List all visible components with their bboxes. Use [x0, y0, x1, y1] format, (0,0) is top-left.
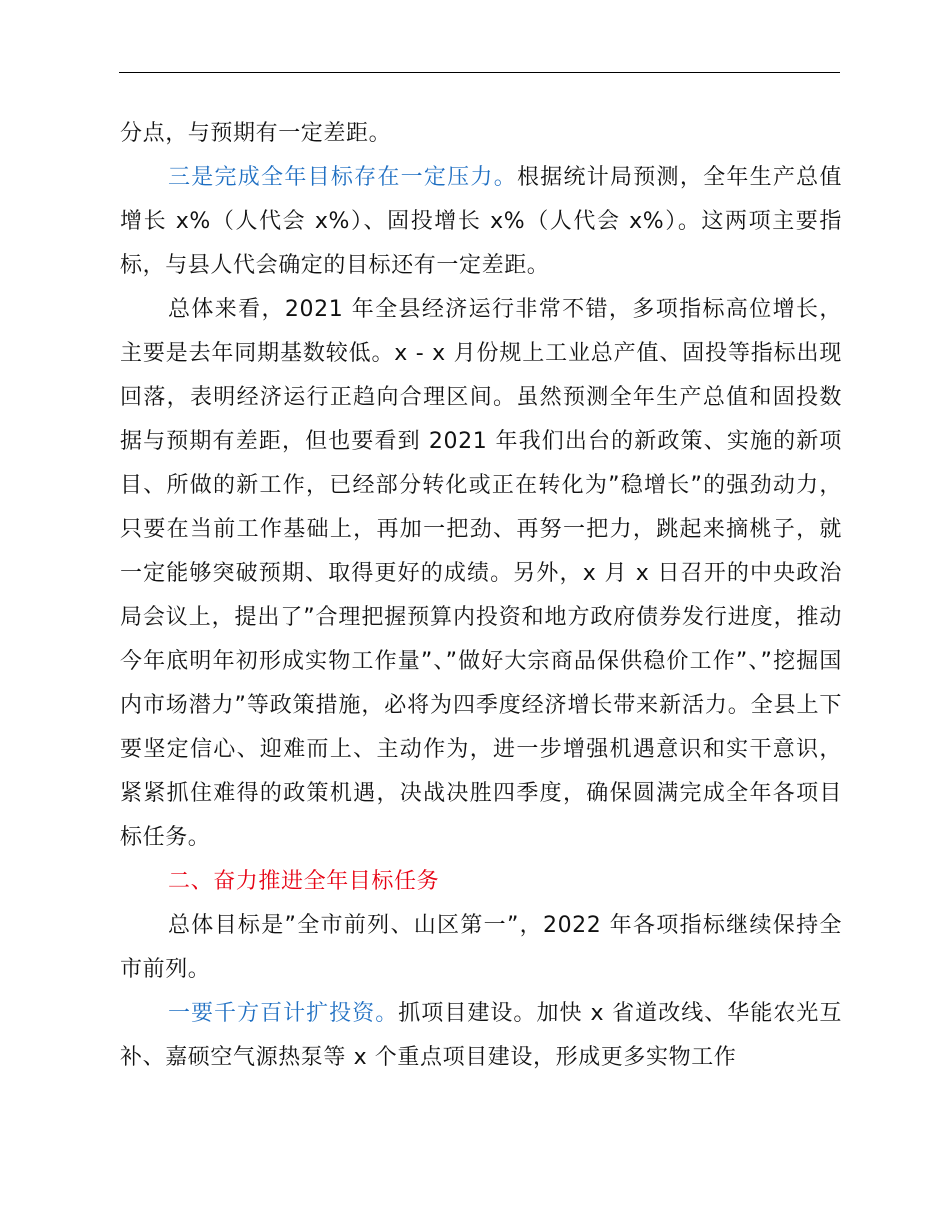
paragraph-overall-goal	[120, 904, 842, 992]
paragraph-text: 总体目标是”全市前列、山区第一”，2022 年各项指标继续保持全市前列。	[120, 913, 842, 982]
paragraph-text: 总体来看，2021 年全县经济运行非常不错，多项指标高位增长，主要是去年同期基数较低。x - x 月份规上工业总产值、固投等指标出现回落，表明经济运行正趋向合理区间。虽然预测全年生产总值和固投数据与预期有差距，但也要看到 2021 年我们出台的新政策、实施的新项目、所做的新工作，已经部分转化或正在转化为”稳增长”的强劲动力，只要在当前工作基础上，再加一把劲、再努一把力，跳起来摘桃子，就一定能够突破预期、取得更好的成绩。另外，x 月 x 日召开的中央政治局会议上，提出了”合理把握预算内投资和地方政府债券发行进度，推动今年底明年初形成实物工作量”、”做好大宗商品保供稳价工作”、”挖掘国内市场潜力”等政策措施，必将为四季度经济增长带来新活力。全县上下要坚定信心、迎难而上、主动作为，进一步增强机遇意识和实干意识，紧紧抓住难得的政策机遇，决战决胜四季度，确保圆满完成全年各项目标任务。	[120, 297, 842, 850]
paragraph-investment	[120, 992, 842, 1080]
paragraph-lead-heading: 三是完成全年目标存在一定压力。	[168, 165, 517, 190]
section-heading-text: 二、奋力推进全年目标任务	[168, 869, 440, 894]
paragraph-pressure	[120, 156, 842, 288]
paragraph-continuation	[120, 112, 842, 156]
paragraph-text: 抓项目建设。加快 x 省道改线、华能农光互补、嘉硕空气源热泵等 x 个重点项目建设，形成更多实物工作	[120, 1001, 842, 1070]
section-heading	[120, 860, 842, 904]
paragraph-overview	[120, 288, 842, 860]
paragraph-text: 根据统计局预测，全年生产总值增长 x%（人代会 x%）、固投增长 x%（人代会 x%）。这两项主要指标，与县人代会确定的目标还有一定差距。	[120, 165, 842, 278]
paragraph-text: 分点，与预期有一定差距。	[120, 121, 392, 146]
paragraph-lead-heading: 一要千方百计扩投资。	[168, 1001, 399, 1026]
document-body	[120, 112, 842, 1080]
header-rule	[119, 72, 840, 73]
